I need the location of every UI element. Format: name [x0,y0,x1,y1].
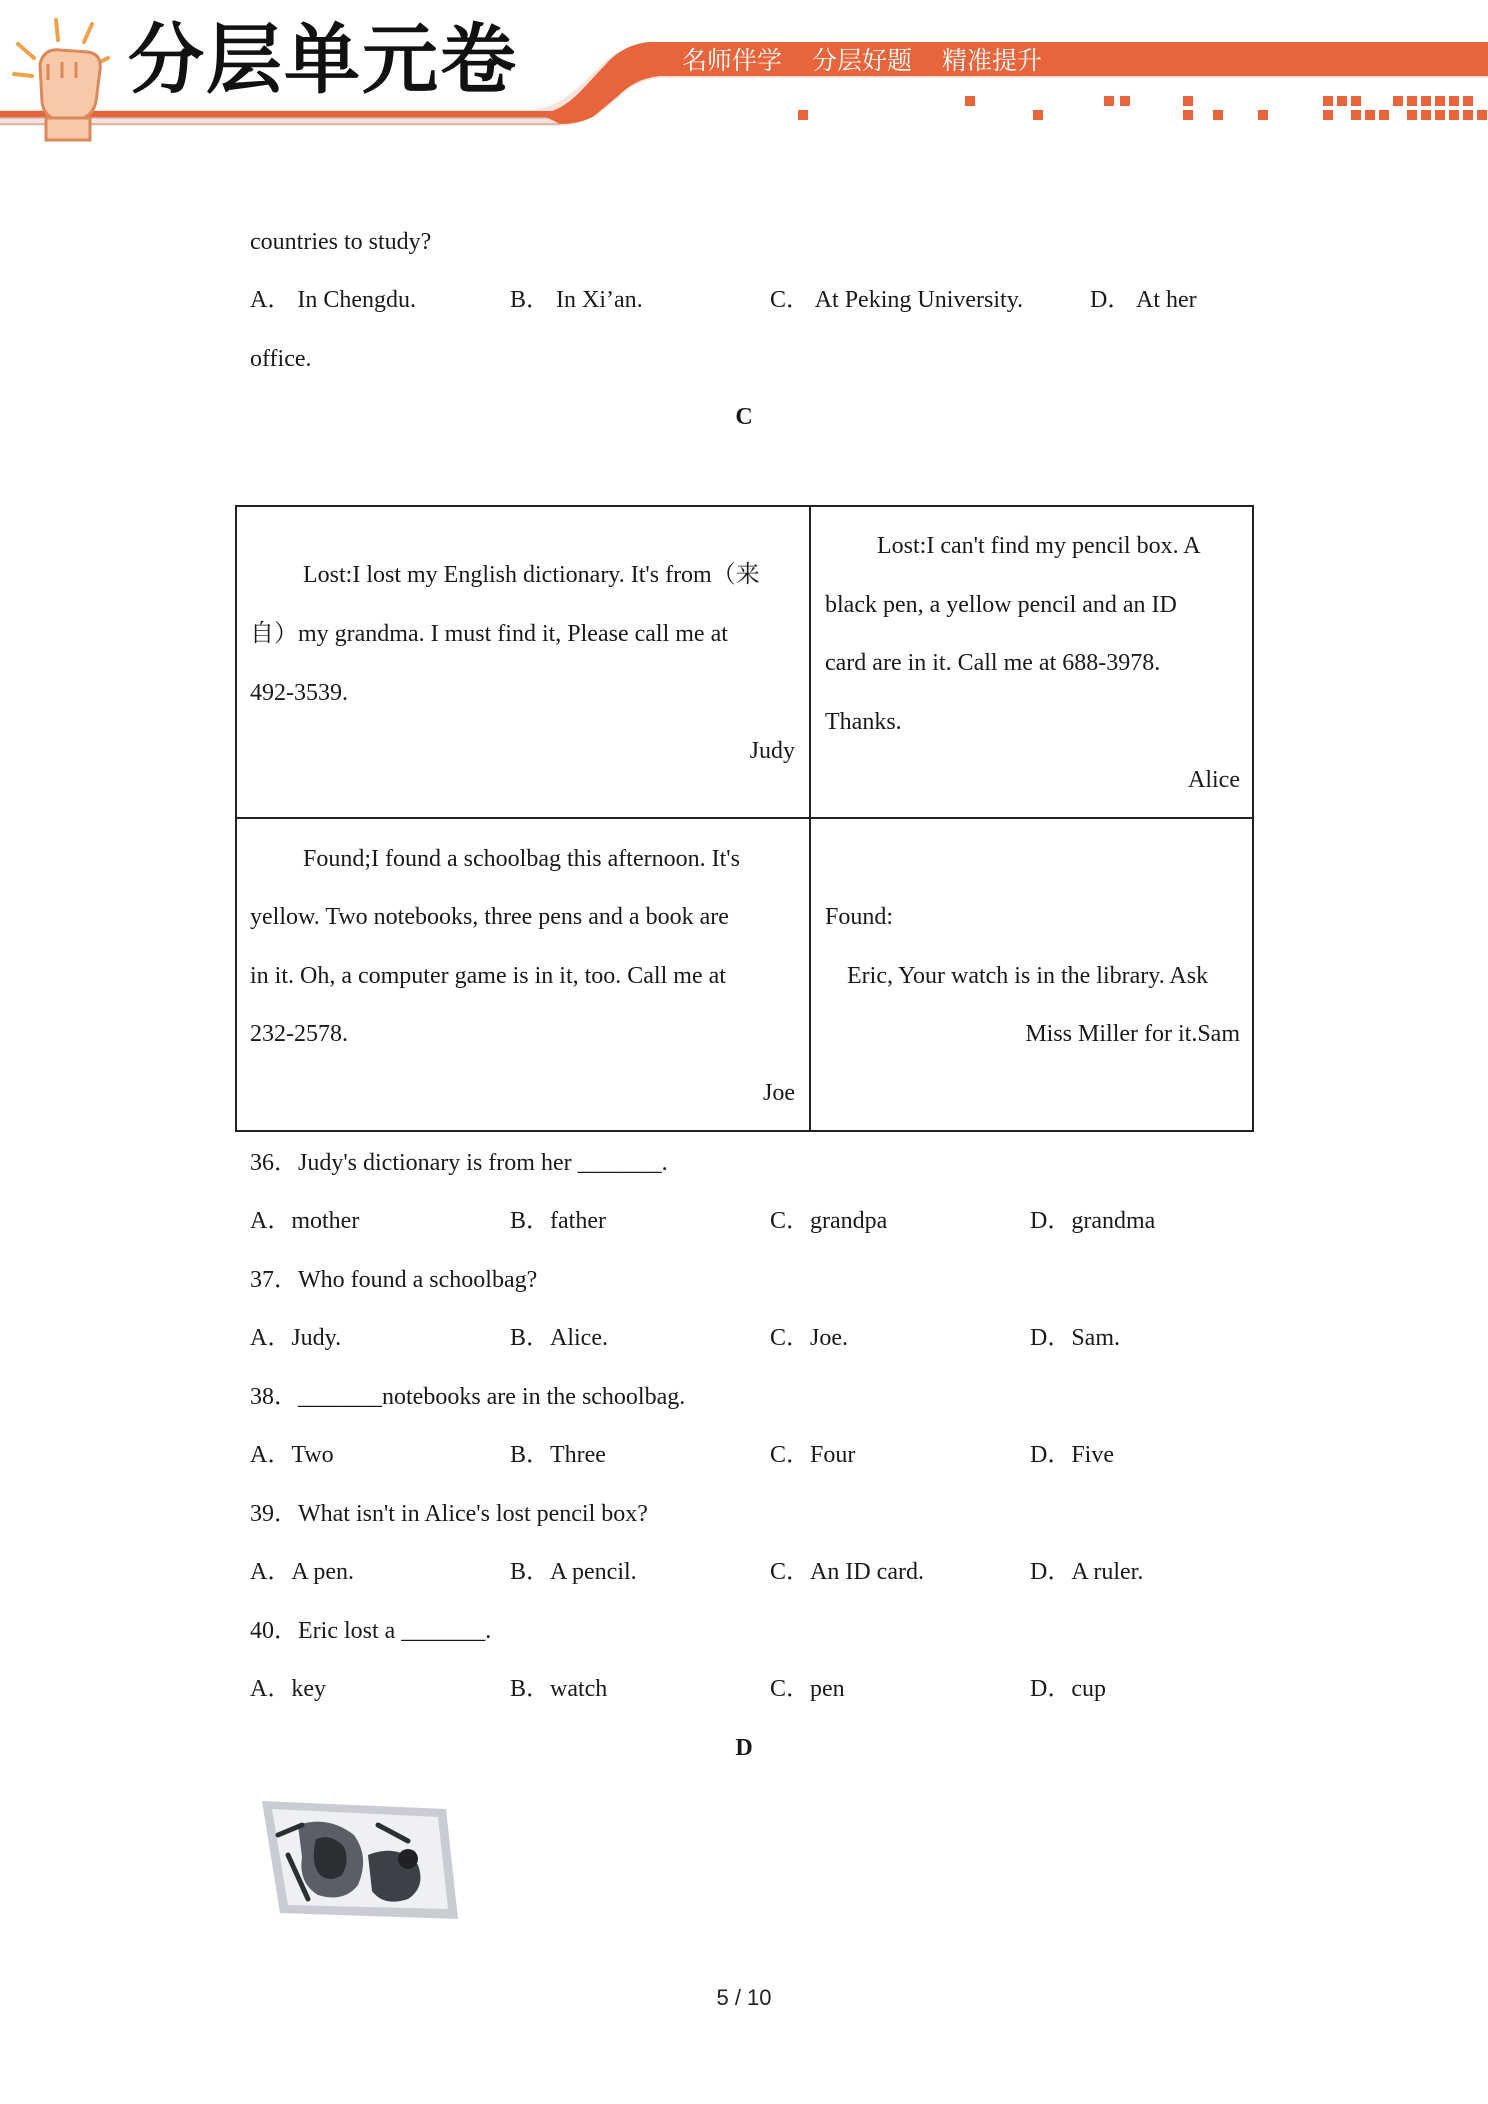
option-d: D．Five [1030,1442,1114,1468]
option-a: A．A pen. [250,1559,354,1585]
notice-signature: Joe [763,1080,795,1106]
option-b: B．A pencil. [510,1559,637,1585]
notice-line: black pen, a yellow pencil and an ID [825,592,1177,618]
header-slogan [682,44,1064,78]
option-c: C．Joe. [770,1325,848,1351]
notice-line: Miss Miller for it.Sam [1025,1021,1240,1047]
slogan-item: 分层好题 [811,46,912,75]
option-b: B．father [510,1208,606,1234]
photo-illustration [258,1795,463,1925]
option-c: C．grandpa [770,1208,888,1234]
notice-line: in it. Oh, a computer game is in it, too. Call me at [250,963,726,989]
notice-signature: Alice [1188,767,1240,793]
page-header [0,0,1488,150]
table-divider-horizontal [235,817,1254,819]
option-b: B．watch [510,1676,608,1702]
option-d: D． At her [1090,287,1197,313]
option-c: C． At Peking University. [770,287,1024,313]
slogan-item: 名师伴学 [682,46,783,75]
option-a: A．Two [250,1442,334,1468]
question-stem: 39．What isn't in Alice's lost pencil box? [250,1501,648,1527]
option-d: D．A ruler. [1030,1559,1144,1585]
option-a: A． In Chengdu. [250,287,416,313]
notice-line: Eric, Your watch is in the library. Ask [847,963,1209,989]
brand-title: 分层单元卷 [128,15,518,104]
option-b: B．Alice. [510,1325,608,1351]
notice-line: card are in it. Call me at 688-3978. [825,650,1161,676]
option-d: D．Sam. [1030,1325,1120,1351]
question-stem-tail: countries to study? [250,229,432,255]
option-d: D．cup [1030,1676,1106,1702]
option-wrap-text: office. [250,346,312,372]
notice-line: 自）my grandma. I must find it, Please call me at [250,621,728,647]
page-number: 5 / 10 [716,1985,772,2010]
option-b: B．Three [510,1442,606,1468]
option-c: C．An ID card. [770,1559,924,1585]
notice-line: Found: [825,904,894,930]
notice-line: 492-3539. [250,680,348,706]
notice-line: Lost:I lost my English dictionary. It's from（来 [303,562,760,588]
option-c: C．pen [770,1676,845,1702]
notice-line: yellow. Two notebooks, three pens and a book are [250,904,729,930]
notice-line: Lost:I can't find my pencil box. A [877,533,1201,559]
option-a: A．mother [250,1208,360,1234]
section-heading-d: D [735,1735,753,1761]
option-c: C．Four [770,1442,856,1468]
slogan-item: 精准提升 [941,46,1042,75]
question-stem: 37．Who found a schoolbag? [250,1267,538,1293]
option-a: A．key [250,1676,326,1702]
notice-line: 232-2578. [250,1021,348,1047]
option-b: B． In Xi’an. [510,287,643,313]
fist-icon [4,14,122,142]
notice-signature: Judy [749,738,795,764]
question-stem: 36．Judy's dictionary is from her _______. [250,1150,668,1176]
question-stem: 40．Eric lost a _______. [250,1618,492,1644]
question-stem: 38．_______notebooks are in the schoolbag. [250,1384,686,1410]
section-heading-c: C [735,404,753,430]
notice-line: Found;I found a schoolbag this afternoon. It's [303,846,740,872]
option-d: D．grandma [1030,1208,1156,1234]
option-a: A．Judy. [250,1325,342,1351]
notice-line: Thanks. [825,709,902,735]
